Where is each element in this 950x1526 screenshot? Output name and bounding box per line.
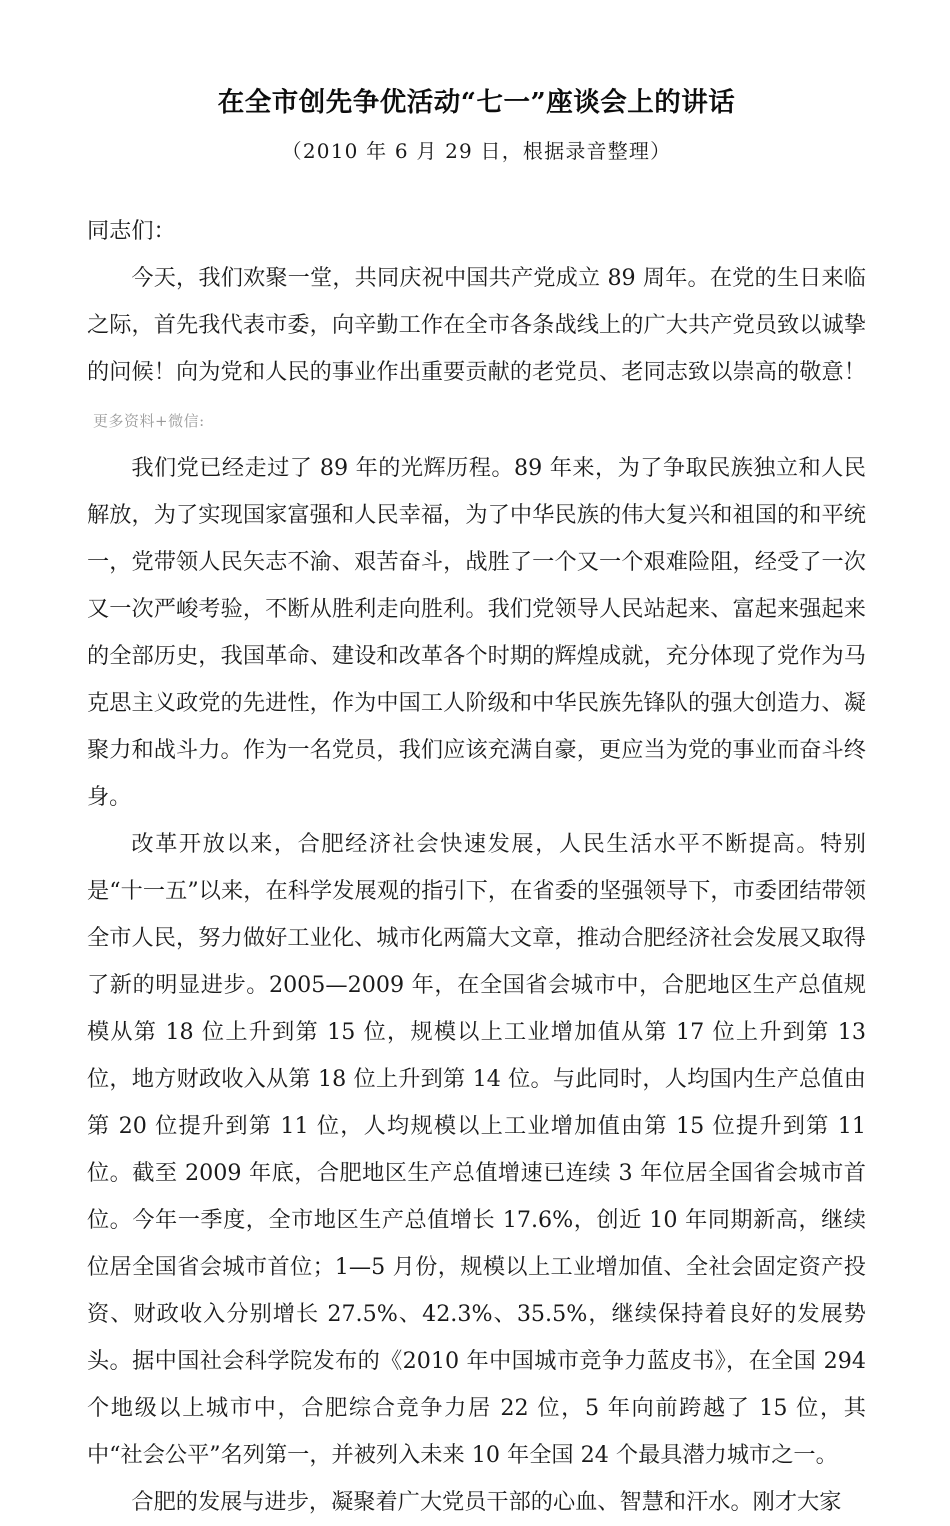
document-title: 在全市创先争优活动“七一”座谈会上的讲话 [217,87,736,118]
watermark-note: 更多资料+微信: [93,412,205,430]
document-subtitle: （2010 年 6 月 29 日，根据录音整理） [281,139,672,163]
paragraph-2: 我们党已经走过了 89 年的光辉历程。89 年来，为了争取民族独立和人民解放，为了实现国家富强和人民幸福，为了中华民族的伟大复兴和祖国的和平统一，党带领人民矢志不渝、艰苦奋斗，战胜了一个又一个艰难险阻，经受了一次又一次严峻考验，不断从胜利走向胜利。我们党领导人民站起来、富起来强起来的全部历史，我国革命、建设和改革各个时期的辉煌成就，充分体现了党作为马克思主义政党的先进性，作为中国工人阶级和中华民族先锋队的强大创造力、凝聚力和战斗力。作为一名党员，我们应该充满自豪，更应当为党的事业而奋斗终身。 [87,455,866,810]
document-content [87,208,866,1526]
document-body [87,0,866,1526]
title-block [87,0,866,166]
salutation: 同志们： [87,218,176,244]
paragraph-1 [87,255,866,445]
paragraph-1-text: 今天，我们欢聚一堂，共同庆祝中国共产党成立 89 周年。在党的生日来临之际，首先我代表市委，向辛勤工作在全市各条战线上的广大共产党员致以诚挚的问候！向为党和人民的事业作出重要贡献的老党员、老同志致以崇高的敬意！ [87,265,866,385]
paragraph-4: 合肥的发展与进步，凝聚着广大党员干部的心血、智慧和汗水。刚才大家 [131,1489,842,1515]
paragraph-3: 改革开放以来，合肥经济社会快速发展，人民生活水平不断提高。特别是“十一五”以来，在科学发展观的指引下，在省委的坚强领导下，市委团结带领全市人民，努力做好工业化、城市化两篇大文章，推动合肥经济社会发展又取得了新的明显进步。2005—2009 年，在全国省会城市中，合肥地区生产总值规模从第 18 位上升到第 15 位，规模以上工业增加值从第 17 位上升到第 13 位，地方财政收入从第 18 位上升到第 14 位。与此同时，人均国内生产总值由第 20 位提升到第 11 位，人均规模以上工业增加值由第 15 位提升到第 11 位。截至 2009 年底，合肥地区生产总值增速已连续 3 年位居全国省会城市首位。今年一季度，全市地区生产总值增长 17.6%，创近 10 年同期新高，继续位居全国省会城市首位；1—5 月份，规模以上工业增加值、全社会固定资产投资、财政收入分别增长 27.5%、42.3%、35.5%，继续保持着良好的发展势头。据中国社会科学院发布的《2010 年中国城市竞争力蓝皮书》，在全国 294 个地级以上城市中，合肥综合竞争力居 22 位，5 年向前跨越了 15 位，其中“社会公平”名列第一，并被列入未来 10 年全国 24 个最具潜力城市之一。 [87,831,866,1468]
